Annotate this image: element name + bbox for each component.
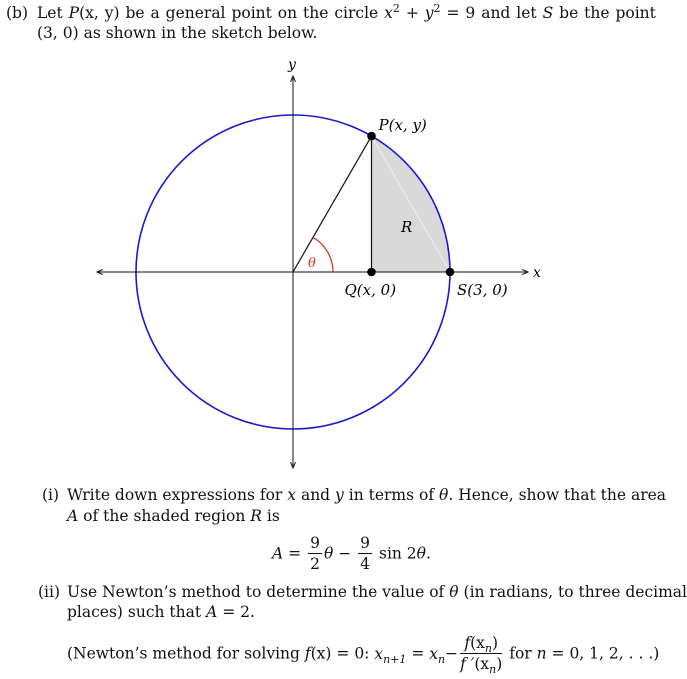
segment-op — [293, 136, 372, 272]
newton-method-note: (Newton’s method for solving f(x) = 0: $x_{n+1} = x_n-$ $\frac{f(x_n)}{f '(x_n)}$ for n = 0, 1, 2, . . .) — [67, 634, 660, 677]
point-p — [367, 132, 376, 141]
point-p-label: P(x, y) — [378, 116, 427, 135]
area-formula: A = $\frac{9}{2}$ θ − $\frac{9}{4}$ sin 2θ. — [272, 534, 431, 573]
point-s-label: S(3, 0) — [457, 281, 508, 299]
part-ii-line-1: Use Newton’s method to determine the value of θ (in radians, to three decimal — [67, 583, 687, 601]
y-axis-label: y — [288, 57, 296, 73]
part-b-label: (b) — [6, 4, 29, 22]
part-i-label: (i) — [42, 486, 60, 504]
part-i-line-2: A of the shaded region R is — [67, 507, 280, 525]
newton-fraction: $\frac{f(x_n)}{f '(x_n)}$ — [460, 634, 503, 677]
region-r-label: R — [401, 218, 413, 236]
x-axis-label: x — [533, 265, 541, 281]
fraction-9-over-2: $\frac{9}{2}$ — [310, 534, 320, 573]
part-i-line-1: Write down expressions for x and y in terms of θ. Hence, show that the area — [67, 486, 667, 504]
part-ii-line-2: places) such that A = 2. — [67, 603, 255, 621]
fraction-9-over-4: $\frac{9}{4}$ — [360, 534, 371, 573]
angle-theta-label: θ — [308, 256, 316, 271]
point-s — [446, 268, 455, 277]
point-q — [367, 268, 376, 277]
part-b-intro-line-2: (3, 0) as shown in the sketch below. — [37, 24, 318, 42]
part-b-intro-line-1: Let P(x, y) be a general point on the circle $x^2 + y^2 = 9$ and let S be the point — [37, 1, 656, 22]
point-q-label: Q(x, 0) — [344, 281, 397, 299]
part-ii-label: (ii) — [38, 583, 61, 601]
angle-theta-arc — [313, 237, 333, 272]
circle-sketch — [0, 40, 619, 480]
